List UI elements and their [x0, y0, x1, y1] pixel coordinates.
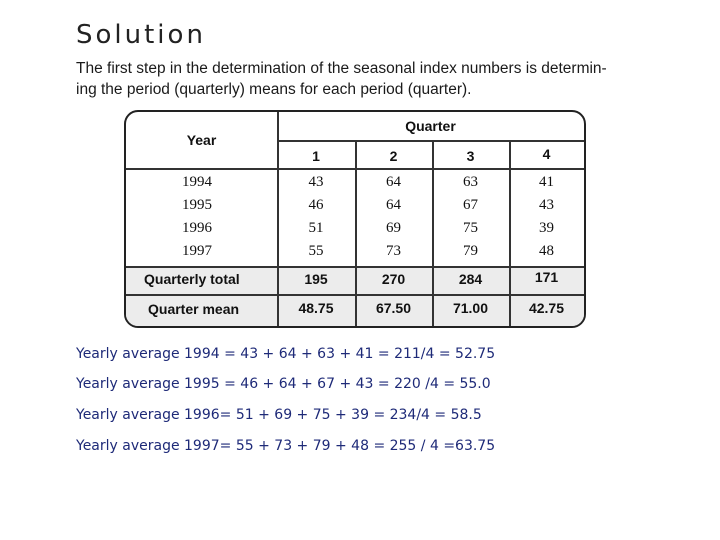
total-row-label: Quarterly total: [144, 271, 240, 287]
table-cell: 64: [386, 174, 401, 190]
total-cell: 284: [458, 271, 483, 287]
table-cell: 43: [539, 197, 554, 213]
quarter-4-header: 4: [542, 146, 551, 162]
grid-line: [126, 266, 584, 268]
grid-line: [277, 140, 584, 142]
table-cell: 39: [539, 220, 554, 236]
quarter-2-header: 2: [389, 148, 398, 164]
table-cell: 46: [308, 197, 324, 213]
mean-cell: 67.50: [375, 300, 412, 316]
total-cell: 195: [304, 271, 328, 287]
yearly-average-line: Yearly average 1997= 55 + 73 + 79 + 48 = 255 / 4 =63.75: [76, 438, 496, 454]
table-cell: 55: [308, 243, 324, 259]
intro-line-1: The first step in the determination of the seasonal index numbers is determin-: [76, 60, 607, 77]
year-header: Year: [186, 132, 217, 148]
table-cell: 41: [539, 174, 554, 190]
grid-line: [126, 168, 584, 170]
table-cell: 75: [463, 220, 478, 236]
mean-cell: 71.00: [452, 300, 489, 316]
intro-text: [76, 58, 636, 100]
table-cell: 43: [308, 174, 324, 190]
year-label: 1994: [182, 174, 212, 190]
yearly-average-line: Yearly average 1995 = 46 + 64 + 67 + 43 = 220 /4 = 55.0: [76, 376, 491, 392]
table-cell: 63: [463, 174, 478, 190]
yearly-average-line: Yearly average 1996= 51 + 69 + 75 + 39 = 234/4 = 58.5: [76, 407, 482, 423]
mean-cell: 42.75: [528, 300, 565, 316]
intro-line-2: ing the period (quarterly) means for each period (quarter).: [76, 81, 472, 98]
page-title: Solution: [76, 20, 206, 50]
year-label: 1996: [182, 220, 212, 236]
yearly-average-line: Yearly average 1994 = 43 + 64 + 63 + 41 = 211/4 = 52.75: [76, 346, 496, 362]
mean-cell: 48.75: [298, 300, 334, 316]
quarter-3-header: 3: [466, 148, 475, 164]
quarterly-means-table: [124, 110, 586, 328]
quarter-header: Quarter: [405, 118, 456, 134]
table-cell: 79: [463, 243, 478, 259]
table-cell: 73: [386, 243, 401, 259]
table-cell: 67: [463, 197, 478, 213]
year-label: 1997: [182, 243, 212, 259]
total-cell: 171: [534, 269, 559, 285]
table-cell: 51: [308, 220, 324, 236]
quarter-1-header: 1: [312, 148, 320, 164]
mean-row-label: Quarter mean: [148, 301, 240, 317]
total-cell: 270: [381, 271, 406, 287]
grid-line: [126, 294, 584, 296]
table-cell: 64: [386, 197, 401, 213]
table-cell: 48: [539, 243, 554, 259]
table-cell: 69: [386, 220, 401, 236]
year-label: 1995: [182, 197, 212, 213]
